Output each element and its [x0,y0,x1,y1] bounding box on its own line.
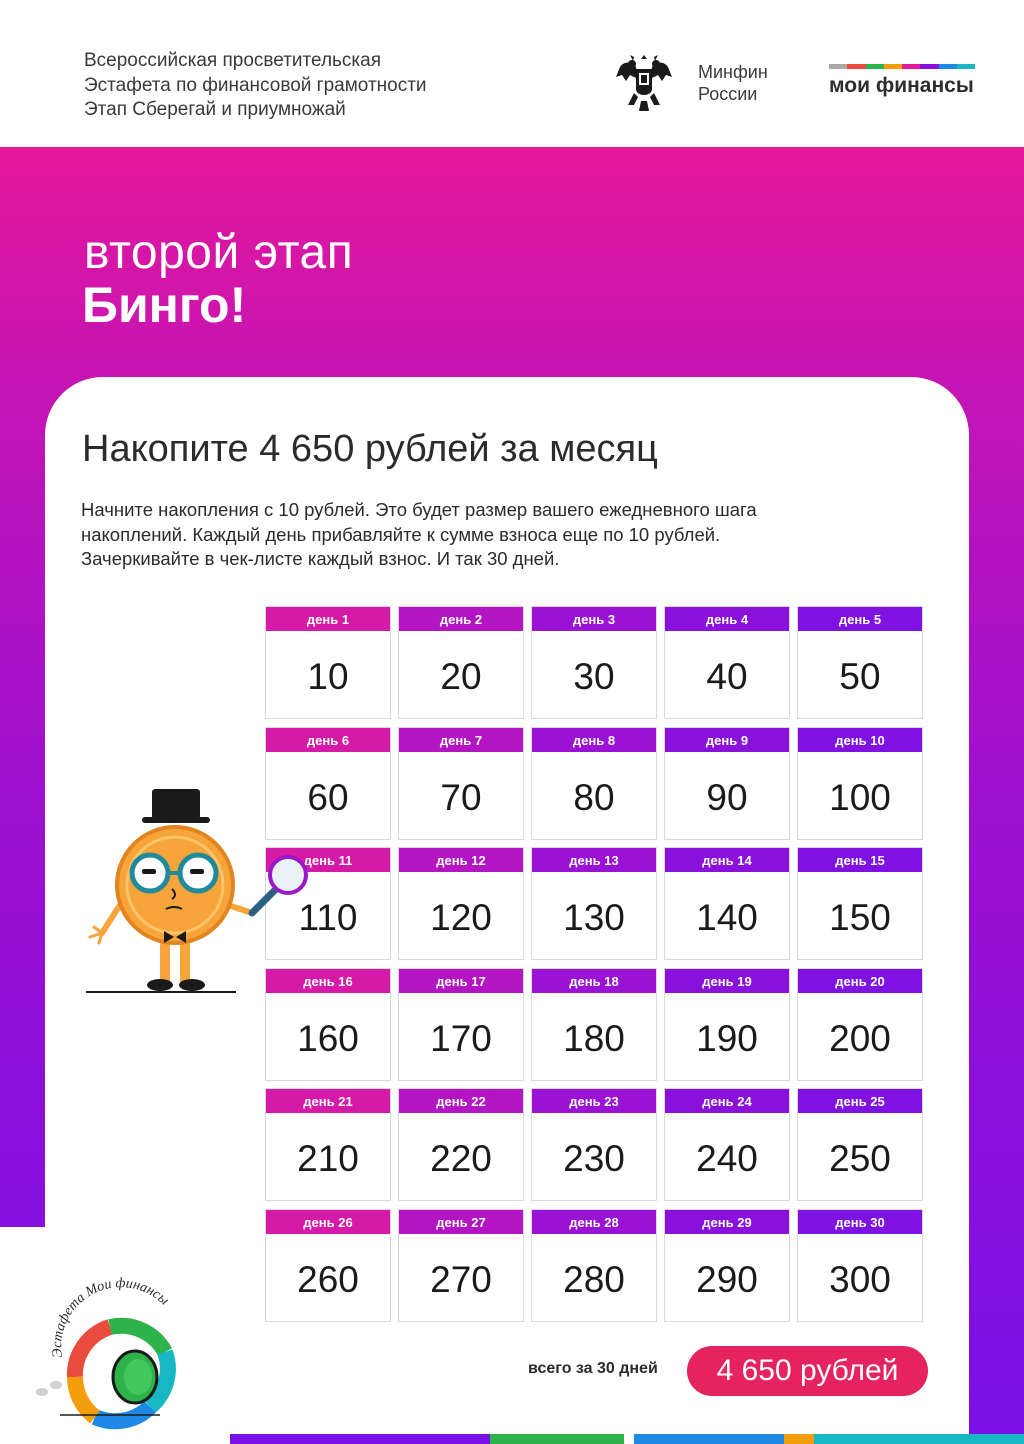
day-cell[interactable] [531,1088,657,1201]
day-cell[interactable] [398,1209,524,1322]
day-amount: 240 [696,1138,758,1179]
day-label: день 16 [266,969,390,993]
day-cell[interactable] [797,1088,923,1201]
day-amount: 200 [829,1018,891,1059]
day-cell[interactable] [265,1088,391,1201]
day-cell[interactable] [265,606,391,719]
day-label: день 23 [532,1089,656,1113]
day-amount: 160 [297,1018,359,1059]
day-amount: 50 [839,656,881,697]
relay-logo-icon [0,1227,240,1444]
day-amount: 280 [563,1259,625,1300]
strip-segment [624,1434,634,1444]
day-amount: 90 [706,777,748,818]
day-label: день 4 [665,607,789,631]
day-cell[interactable] [531,847,657,960]
day-label: день 27 [399,1210,523,1234]
day-label: день 5 [798,607,922,631]
day-cell[interactable] [531,606,657,719]
day-amount: 110 [298,897,358,938]
day-label: день 19 [665,969,789,993]
ministry-name [698,61,768,105]
day-amount: 130 [563,897,625,938]
day-cell[interactable] [797,606,923,719]
day-amount: 30 [573,656,615,697]
coin-detective-mascot-icon [80,785,315,1000]
day-amount: 20 [440,656,482,697]
day-amount: 10 [307,656,349,697]
ministry-line-1: Минфин [698,62,768,82]
day-amount: 290 [696,1259,758,1300]
page-header [0,0,1024,147]
day-cell[interactable] [797,847,923,960]
day-label: день 28 [532,1210,656,1234]
day-label: день 3 [532,607,656,631]
card-title: Накопите 4 650 рублей за месяц [82,428,658,470]
day-amount: 80 [573,777,615,818]
brand-color-segment [829,64,847,69]
day-cell[interactable] [398,1088,524,1201]
day-amount: 250 [829,1138,891,1179]
total-label: всего за 30 дней [528,1360,658,1377]
day-amount: 140 [696,897,758,938]
day-label: день 13 [532,848,656,872]
strip-segment [490,1434,624,1444]
strip-segment [814,1434,1024,1444]
day-cell[interactable] [664,968,790,1081]
day-amount: 190 [696,1018,758,1059]
day-label: день 20 [798,969,922,993]
day-label: день 30 [798,1210,922,1234]
total-amount-badge: 4 650 рублей [687,1346,928,1396]
day-cell[interactable] [664,606,790,719]
stage-title: Бинго! [82,277,247,333]
double-headed-eagle-icon [608,45,680,117]
day-amount: 60 [307,777,349,818]
day-label: день 2 [399,607,523,631]
day-label: день 29 [665,1210,789,1234]
brand-color-segment [957,64,975,69]
day-cell[interactable] [664,1209,790,1322]
description-line-1: Начните накопления с 10 рублей. Это будет размер вашего ежедневного шага [81,499,757,520]
day-label: день 12 [399,848,523,872]
day-label: день 7 [399,728,523,752]
day-cell[interactable] [797,727,923,840]
brand-color-segment [939,64,957,69]
day-label: день 18 [532,969,656,993]
ministry-line-2: России [698,84,758,104]
day-amount: 40 [706,656,748,697]
day-cell[interactable] [531,968,657,1081]
brand-color-bar [829,64,975,69]
bottom-color-strip [230,1434,1024,1444]
day-label: день 8 [532,728,656,752]
day-label: день 25 [798,1089,922,1113]
day-label: день 6 [266,728,390,752]
event-name-line-1: Всероссийская просветительская [84,50,382,71]
day-label: день 26 [266,1210,390,1234]
brand-color-segment [884,64,902,69]
brand-color-segment [847,64,865,69]
day-label: день 22 [399,1089,523,1113]
day-amount: 210 [297,1138,359,1179]
day-label: день 17 [399,969,523,993]
day-cell[interactable] [398,727,524,840]
day-cell[interactable] [398,847,524,960]
brand-color-segment [866,64,884,69]
day-amount: 100 [829,777,891,818]
description-line-2: накоплений. Каждый день прибавляйте к сумме взноса еще по 10 рублей. [81,523,721,545]
day-amount: 260 [297,1259,359,1300]
day-cell[interactable] [398,968,524,1081]
day-amount: 300 [829,1259,891,1300]
day-amount: 120 [430,897,492,938]
card-description [81,498,891,572]
day-amount: 220 [430,1138,492,1179]
day-label: день 11 [266,848,390,872]
day-amount: 150 [829,897,891,938]
day-amount: 170 [430,1018,492,1059]
day-cell[interactable] [664,727,790,840]
brand-color-segment [920,64,938,69]
relay-logo-text: Эстафета Мои финансы [50,1276,172,1359]
brand-color-segment [902,64,920,69]
strip-segment [784,1434,814,1444]
strip-segment [634,1434,784,1444]
event-name-line-3: Этап Сберегай и приумножай [84,99,346,120]
day-cell[interactable] [265,1209,391,1322]
day-label: день 24 [665,1089,789,1113]
day-cell[interactable] [531,1209,657,1322]
day-label: день 10 [798,728,922,752]
day-cell[interactable] [398,606,524,719]
bingo-grid [265,606,923,1322]
stage-subtitle: второй этап [84,226,354,279]
description-line-3: Зачеркивайте в чек-листе каждый взнос. И так 30 дней. [81,548,560,569]
day-label: день 9 [665,728,789,752]
day-cell[interactable] [797,968,923,1081]
day-amount: 230 [563,1138,625,1179]
strip-segment [230,1434,490,1444]
day-label: день 15 [798,848,922,872]
day-cell[interactable] [664,847,790,960]
day-cell[interactable] [531,727,657,840]
day-cell[interactable] [797,1209,923,1322]
brand-logo-text: мои финансы [829,74,974,97]
day-amount: 270 [430,1259,492,1300]
day-amount: 180 [563,1018,625,1059]
day-label: день 14 [665,848,789,872]
day-label: день 21 [266,1089,390,1113]
day-cell[interactable] [664,1088,790,1201]
day-label: день 1 [266,607,390,631]
event-name [84,49,427,123]
day-amount: 70 [440,777,482,818]
event-name-line-2: Эстафета по финансовой грамотности [84,74,427,96]
